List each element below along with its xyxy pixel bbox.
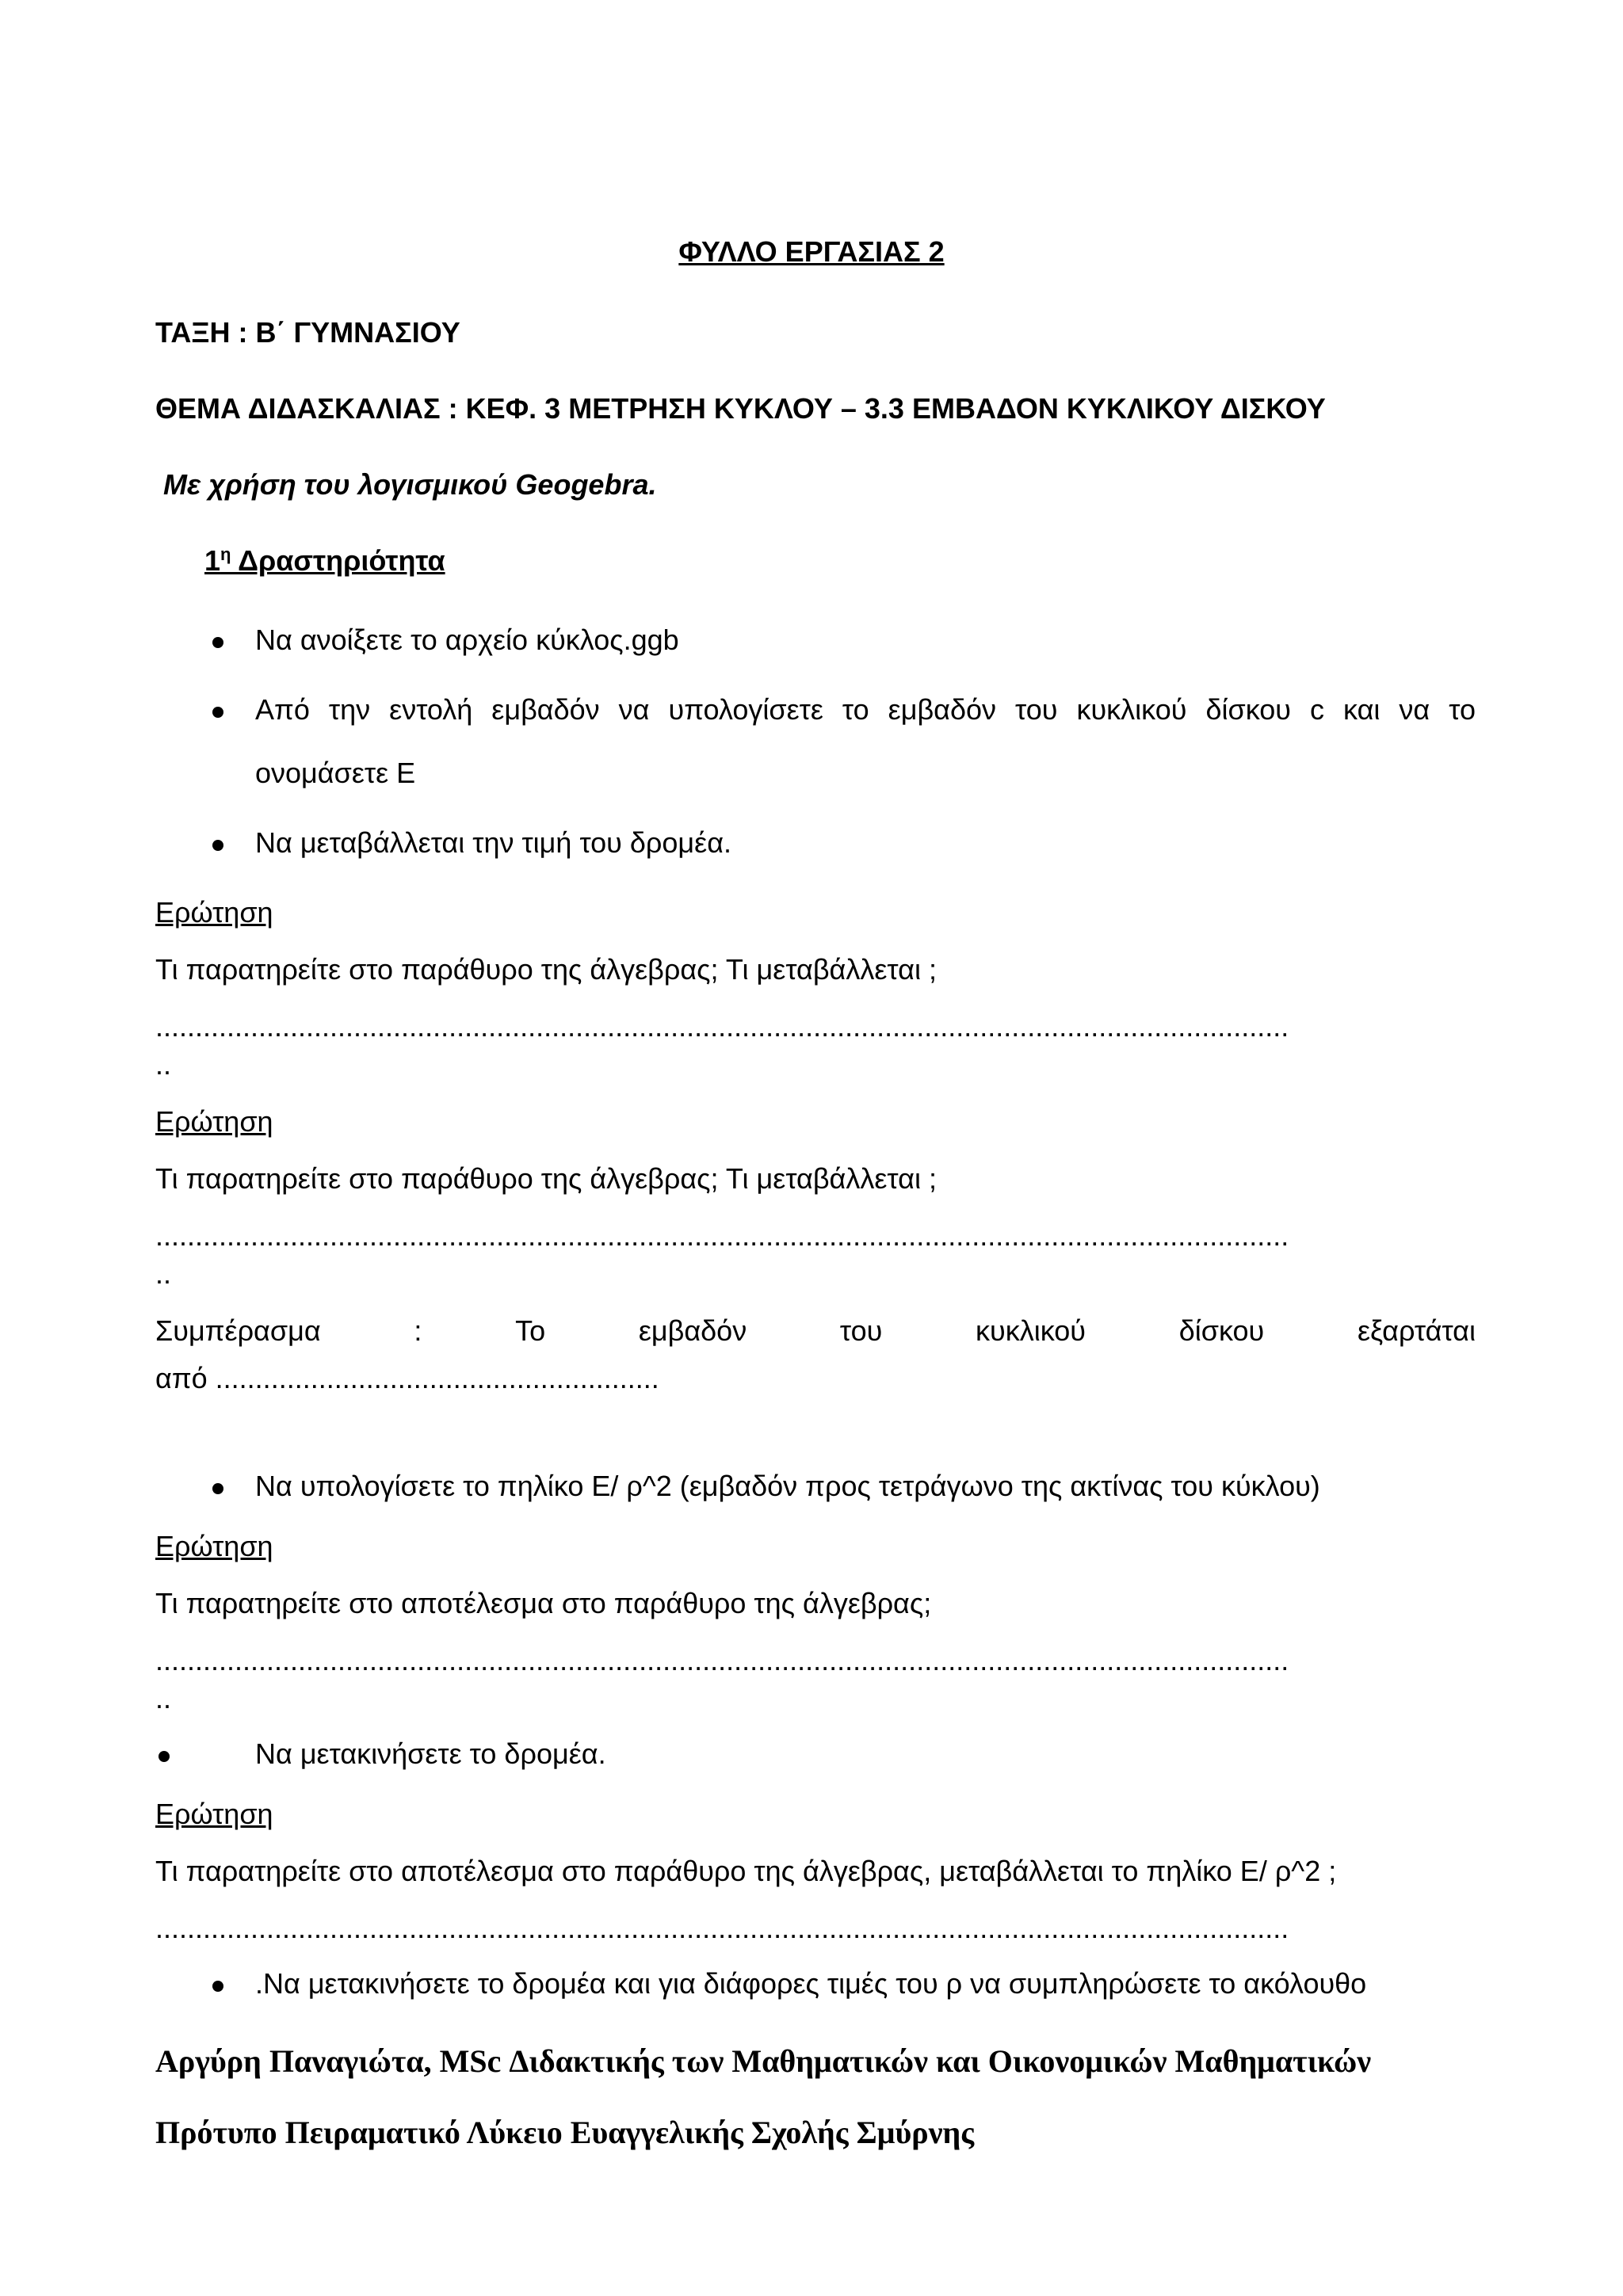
bullet-open-file: Να ανοίξετε το αρχείο κύκλος.ggb bbox=[255, 624, 679, 656]
answer-line-tail: .. bbox=[155, 1682, 172, 1714]
bullet-move-slider: Να μετακινήσετε το δρομέα. bbox=[255, 1737, 606, 1770]
question-label: Ερώτηση bbox=[155, 896, 273, 929]
conclusion-answer[interactable]: από ........................................................ bbox=[155, 1362, 659, 1394]
conclusion-word: δίσκου bbox=[1178, 1314, 1265, 1347]
footer-author: Αργύρη Παναγιώτα, MSc Διδακτικής των Μαθηματικών και Οικονομικών Μαθηματικών bbox=[155, 2043, 1372, 2079]
software-line: Με χρήση του λογισμικού Geogebra. bbox=[163, 468, 657, 501]
activity-heading bbox=[204, 543, 445, 578]
class-line: ΤΑΞΗ : Β΄ ΓΥΜΝΑΣΙΟΥ bbox=[155, 316, 460, 349]
question-label: Ερώτηση bbox=[155, 1105, 273, 1138]
activity-superscript: η bbox=[220, 544, 231, 564]
answer-line[interactable]: ............................................................................................................................................... bbox=[155, 1912, 1289, 1944]
conclusion-word: εμβαδόν bbox=[638, 1314, 747, 1347]
bullet-dot bbox=[212, 707, 223, 718]
question-text: Τι παρατηρείτε στο αποτέλεσμα στο παράθυρο της άλγεβρας, μεταβάλλεται το πηλίκο Ε/ ρ^2 ; bbox=[155, 1855, 1337, 1887]
conclusion-word: κυκλικού bbox=[976, 1314, 1086, 1347]
question-label: Ερώτηση bbox=[155, 1530, 273, 1562]
conclusion-word: εξαρτάται bbox=[1357, 1314, 1476, 1347]
conclusion-word: Το bbox=[515, 1314, 546, 1347]
bullet-dot bbox=[212, 637, 223, 648]
conclusion-word: του bbox=[839, 1314, 883, 1347]
bullet-area-command-line1: Από την εντολή εμβαδόν να υπολογίσετε το εμβαδόν του κυκλικού δίσκου c και να το bbox=[255, 693, 1476, 726]
page-title: ΦΥΛΛΟ ΕΡΓΑΣΙΑΣ 2 bbox=[678, 235, 945, 268]
answer-line-tail: .. bbox=[155, 1048, 172, 1081]
bullet-dot bbox=[158, 1751, 170, 1762]
answer-line[interactable]: ............................................................................................................................................... bbox=[155, 1010, 1289, 1043]
question-label: Ερώτηση bbox=[155, 1798, 273, 1830]
topic-line: ΘΕΜΑ ΔΙΔΑΣΚΑΛΙΑΣ : ΚΕΦ. 3 ΜΕΤΡΗΣΗ ΚΥΚΛΟΥ – 3.3 ΕΜΒΑΔΟΝ ΚΥΚΛΙΚΟΥ ΔΙΣΚΟΥ bbox=[155, 392, 1326, 425]
answer-line[interactable]: ............................................................................................................................................... bbox=[155, 1644, 1289, 1676]
question-text: Τι παρατηρείτε στο αποτέλεσμα στο παράθυρο της άλγεβρας; bbox=[155, 1587, 932, 1619]
answer-line-tail: .. bbox=[155, 1257, 172, 1290]
answer-line[interactable]: ............................................................................................................................................... bbox=[155, 1219, 1289, 1252]
bullet-change-slider: Να μεταβάλλεται την τιμή του δρομέα. bbox=[255, 826, 732, 859]
bullet-fill-table: .Να μετακινήσετε το δρομέα και για διάφορες τιμές του ρ να συμπληρώσετε το ακόλουθο bbox=[255, 1967, 1367, 2000]
bullet-dot bbox=[212, 1981, 223, 1992]
activity-label: Δραστηριότητα bbox=[231, 544, 445, 577]
conclusion-line bbox=[155, 1314, 1476, 1348]
bullet-dot bbox=[212, 840, 223, 851]
conclusion-word: : bbox=[414, 1314, 422, 1347]
question-text: Τι παρατηρείτε στο παράθυρο της άλγεβρας; Τι μεταβάλλεται ; bbox=[155, 1162, 937, 1195]
question-text: Τι παρατηρείτε στο παράθυρο της άλγεβρας; Τι μεταβάλλεται ; bbox=[155, 953, 937, 986]
conclusion-word: Συμπέρασμα bbox=[155, 1314, 321, 1347]
bullet-area-command-line2: ονομάσετε Ε bbox=[255, 757, 416, 789]
footer-school: Πρότυπο Πειραματικό Λύκειο Ευαγγελικής Σχολής Σμύρνης bbox=[155, 2115, 975, 2150]
bullet-compute-ratio: Να υπολογίσετε το πηλίκο Ε/ ρ^2 (εμβαδόν προς τετράγωνο της ακτίνας του κύκλου) bbox=[255, 1470, 1320, 1502]
activity-number: 1 bbox=[204, 544, 221, 577]
bullet-dot bbox=[212, 1483, 223, 1494]
